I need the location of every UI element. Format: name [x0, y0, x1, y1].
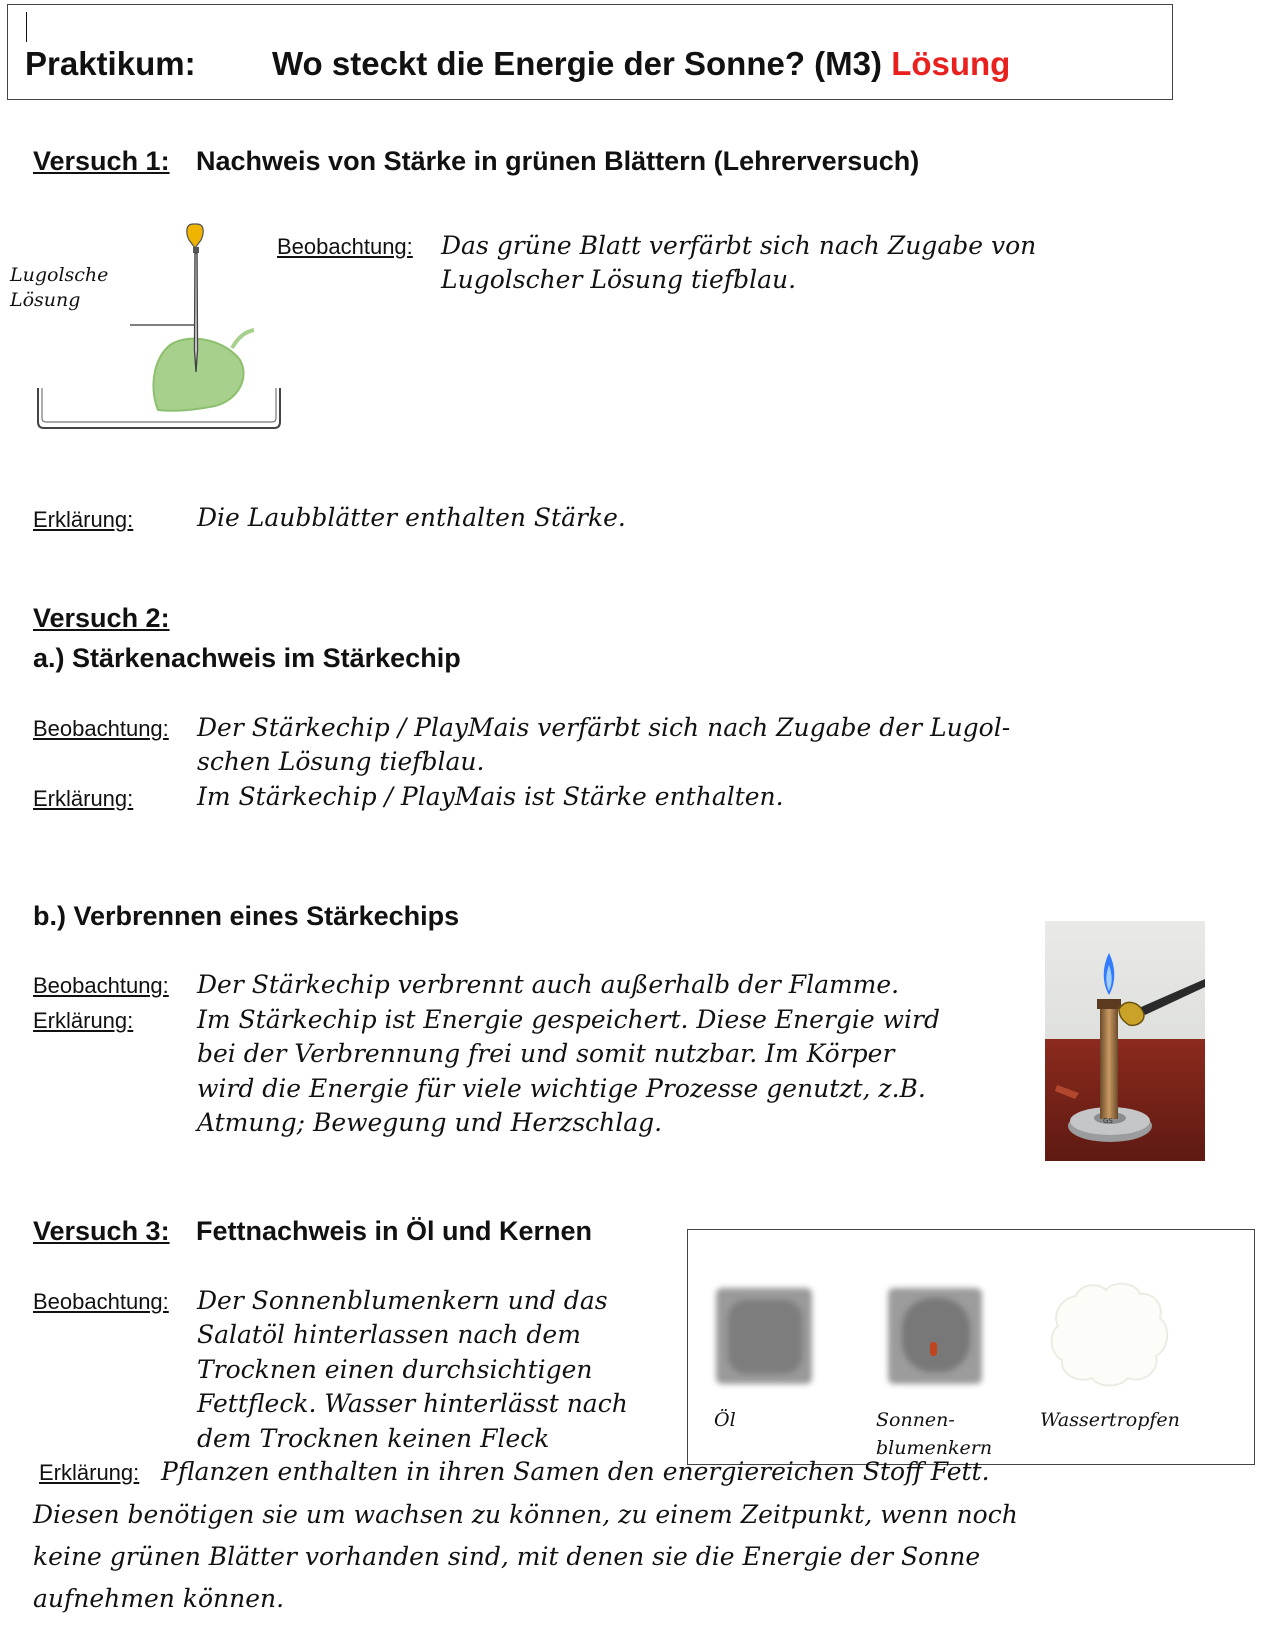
v2-heading-row — [33, 603, 170, 634]
text-cursor — [26, 12, 27, 42]
title-text: Wo steckt die Energie der Sonne? (M3) — [272, 45, 883, 82]
v2-label: Versuch 2: — [33, 603, 170, 633]
v1-label: Versuch 1: — [33, 146, 170, 176]
v3-heading: Fettnachweis in Öl und Kernen — [196, 1216, 593, 1246]
v3-expl-line3: keine grünen Blätter vorhanden sind, mit denen sie die Energie der Sonne — [33, 1542, 981, 1571]
v2a-expl: Im Stärkechip / PlayMais ist Stärke enthalten. — [197, 782, 784, 811]
page-title — [272, 45, 1010, 83]
fat-spot-results — [687, 1229, 1255, 1465]
diagram-label-2: Lösung — [10, 289, 81, 311]
v3-expl-line2: Diesen benötigen sie um wachsen zu können, zu einem Zeitpunkt, wenn noch — [33, 1500, 1018, 1529]
v3-obs-line5: dem Trocknen keinen Fleck — [197, 1424, 550, 1453]
leaf-test-diagram — [0, 220, 300, 440]
pipette-bulb-icon — [187, 224, 203, 248]
v3-expl-line4: aufnehmen können. — [33, 1584, 285, 1613]
v2a-expl-label: Erklärung: — [33, 786, 134, 811]
v3-heading-row — [33, 1216, 170, 1247]
v2b-expl-line3: wird die Energie für viele wichtige Prozesse genutzt, z.B. — [197, 1074, 926, 1103]
v1-obs-line2: Lugolscher Lösung tiefblau. — [441, 265, 797, 294]
svg-text:GS: GS — [1103, 1117, 1113, 1125]
v3-obs-label: Beobachtung: — [33, 1289, 169, 1314]
water-drop-outline — [1046, 1276, 1176, 1392]
v1-obs-label: Beobachtung: — [277, 234, 413, 259]
v3-label: Versuch 3: — [33, 1216, 170, 1246]
v2b-expl-label: Erklärung: — [33, 1008, 134, 1033]
v2a-obs-line1: Der Stärkechip / PlayMais verfärbt sich nach Zugabe der Lugol- — [197, 713, 1011, 742]
v1-heading: Nachweis von Stärke in grünen Blättern (Lehrerversuch) — [196, 146, 920, 176]
v1-heading-row — [33, 146, 170, 177]
v2a-obs-line2: schen Lösung tiefblau. — [197, 747, 485, 776]
v1-expl-label: Erklärung: — [33, 507, 134, 532]
v3-obs-line3: Trocknen einen durchsichtigen — [197, 1355, 593, 1384]
v1-obs-line1: Das grüne Blatt verfärbt sich nach Zugabe von — [441, 231, 1037, 260]
v3-obs-line1: Der Sonnenblumenkern und das — [197, 1286, 608, 1315]
diagram-label-1: Lugolsche — [10, 264, 109, 286]
bunsen-burner-photo — [1045, 921, 1205, 1161]
pipette-tube — [195, 253, 198, 372]
sample-oil-label: Öl — [714, 1409, 736, 1431]
v3-expl-line1: Pflanzen enthalten in ihren Samen den energiereichen Stoff Fett. — [161, 1457, 990, 1486]
title-label: Praktikum: — [25, 45, 196, 82]
v2b-heading: b.) Verbrennen eines Stärkechips — [33, 901, 460, 931]
v2b-expl-line4: Atmung; Bewegung und Herzschlag. — [197, 1108, 663, 1137]
sample-seed-label-1: Sonnen- — [876, 1409, 955, 1431]
v1-expl: Die Laubblätter enthalten Stärke. — [197, 503, 626, 532]
v2b-expl-line1: Im Stärkechip ist Energie gespeichert. Diese Energie wird — [197, 1005, 941, 1034]
sample-seed-label-2: blumenkern — [876, 1437, 993, 1459]
v3-obs-line2: Salatöl hinterlassen nach dem — [197, 1320, 581, 1349]
v2b-expl-line2: bei der Verbrennung frei und somit nutzbar. Im Körper — [197, 1039, 895, 1068]
v3-expl-label: Erklärung: — [39, 1460, 140, 1485]
v3-obs-line4: Fettfleck. Wasser hinterlässt nach — [197, 1389, 628, 1418]
leaf-shape — [154, 339, 244, 411]
sample-water-label: Wassertropfen — [1040, 1409, 1180, 1431]
v2a-heading: a.) Stärkenachweis im Stärkechip — [33, 643, 461, 673]
v2b-obs-label: Beobachtung: — [33, 973, 169, 998]
v2a-obs-label: Beobachtung: — [33, 716, 169, 741]
title-solution: Lösung — [891, 45, 1011, 82]
v2b-obs: Der Stärkechip verbrennt auch außerhalb der Flamme. — [197, 970, 900, 999]
